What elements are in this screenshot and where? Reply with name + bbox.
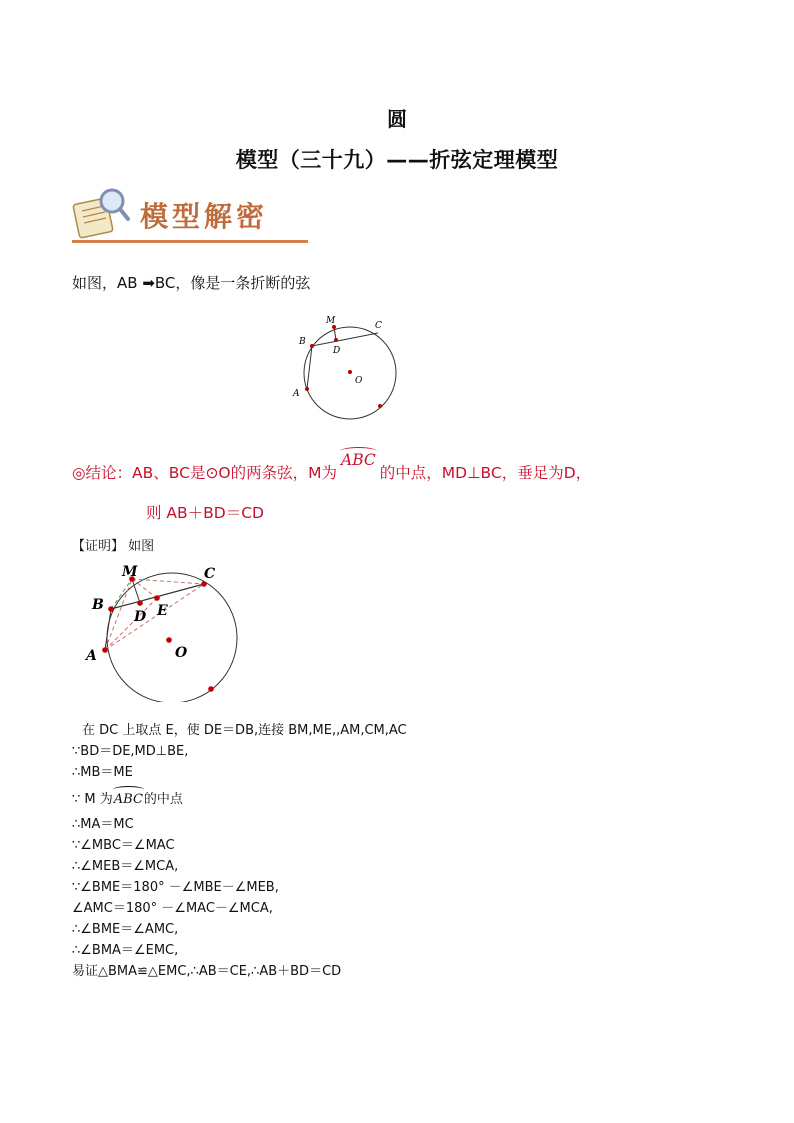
point-o bbox=[348, 370, 352, 374]
conclusion-line-1 bbox=[72, 451, 592, 483]
conclusion-line-2: 则 AB＋BD＝CD bbox=[146, 504, 264, 522]
proof-line: ∵∠BME＝180° －∠MBE－∠MEB, bbox=[72, 880, 279, 895]
proof-line-midpoint bbox=[72, 783, 407, 814]
label-d: D bbox=[333, 346, 341, 356]
point-d bbox=[334, 338, 338, 342]
label-b: B bbox=[299, 337, 306, 347]
point-extra bbox=[378, 404, 382, 408]
label-o: O bbox=[355, 376, 363, 386]
label-a: A bbox=[293, 389, 300, 399]
point-a-2 bbox=[102, 647, 108, 653]
figure-2-proof-diagram bbox=[80, 562, 250, 702]
label-m: M bbox=[326, 316, 336, 326]
proof-label: 【证明】 如图 bbox=[72, 539, 155, 554]
section-banner bbox=[70, 185, 310, 247]
proof-line: ∴∠BME＝∠AMC, bbox=[72, 922, 179, 937]
chord-ab bbox=[307, 346, 312, 389]
arc-abc-label: ABC bbox=[341, 451, 376, 469]
since-prefix: ∵ M 为 bbox=[72, 792, 113, 807]
point-extra-2 bbox=[208, 686, 214, 692]
chord-bc bbox=[312, 333, 378, 346]
segment-am bbox=[105, 579, 132, 650]
segment-ac bbox=[105, 584, 204, 650]
point-b bbox=[310, 344, 314, 348]
label-b-2: B bbox=[92, 597, 104, 613]
arc-abc-small: ABC bbox=[114, 789, 143, 810]
intro-text: 如图，AB ➡BC，像是一条折断的弦 bbox=[72, 274, 311, 292]
label-a-2: A bbox=[86, 648, 97, 664]
segment-mc bbox=[132, 579, 204, 584]
since-suffix: 的中点 bbox=[143, 792, 183, 807]
proof-line: ∴∠MEB＝∠MCA, bbox=[72, 859, 179, 874]
figure-1-circle-diagram bbox=[285, 310, 415, 430]
point-d-2 bbox=[137, 600, 143, 606]
label-d-2: D bbox=[134, 609, 147, 625]
page-title: 圆 bbox=[387, 107, 407, 131]
point-a bbox=[305, 387, 309, 391]
proof-line: ∵BD＝DE,MD⊥BE, bbox=[72, 744, 189, 759]
point-e-2 bbox=[154, 595, 160, 601]
proof-line: ∴MB＝ME bbox=[72, 765, 133, 780]
page-subtitle: 模型（三十九）——折弦定理模型 bbox=[235, 148, 559, 172]
banner-underline bbox=[72, 240, 308, 243]
proof-line: ∴MA＝MC bbox=[72, 817, 134, 832]
point-b-2 bbox=[108, 606, 114, 612]
proof-line: ∴∠BMA＝∠EMC, bbox=[72, 943, 179, 958]
label-c: C bbox=[375, 321, 382, 331]
point-c-2 bbox=[201, 581, 207, 587]
notebook-magnifier-icon bbox=[70, 185, 134, 241]
label-m-2: M bbox=[122, 564, 138, 580]
point-o-2 bbox=[166, 637, 172, 643]
banner-title: 模型解密 bbox=[140, 200, 269, 233]
proof-line: ∠AMC＝180° －∠MAC－∠MCA, bbox=[72, 901, 273, 916]
conclusion-suffix: 的中点，MD⊥BC，垂足为D， bbox=[379, 464, 592, 482]
proof-line: ∵∠MBC＝∠MAC bbox=[72, 838, 175, 853]
conclusion-prefix: ◎结论：AB、BC是⊙O的两条弦，M为 bbox=[72, 464, 338, 482]
label-e-2: E bbox=[157, 603, 168, 619]
segment-me bbox=[132, 579, 157, 598]
proof-line: 易证△BMA≌△EMC,∴AB＝CE,∴AB＋BD＝CD bbox=[72, 964, 342, 979]
proof-line: 在 DC 上取点 E，使 DE＝DB,连接 BM,ME,,AM,CM,AC bbox=[82, 723, 407, 738]
label-o-2: O bbox=[175, 645, 188, 661]
label-c-2: C bbox=[204, 566, 216, 582]
chord-ab-2 bbox=[105, 609, 111, 650]
proof-body bbox=[72, 720, 407, 982]
